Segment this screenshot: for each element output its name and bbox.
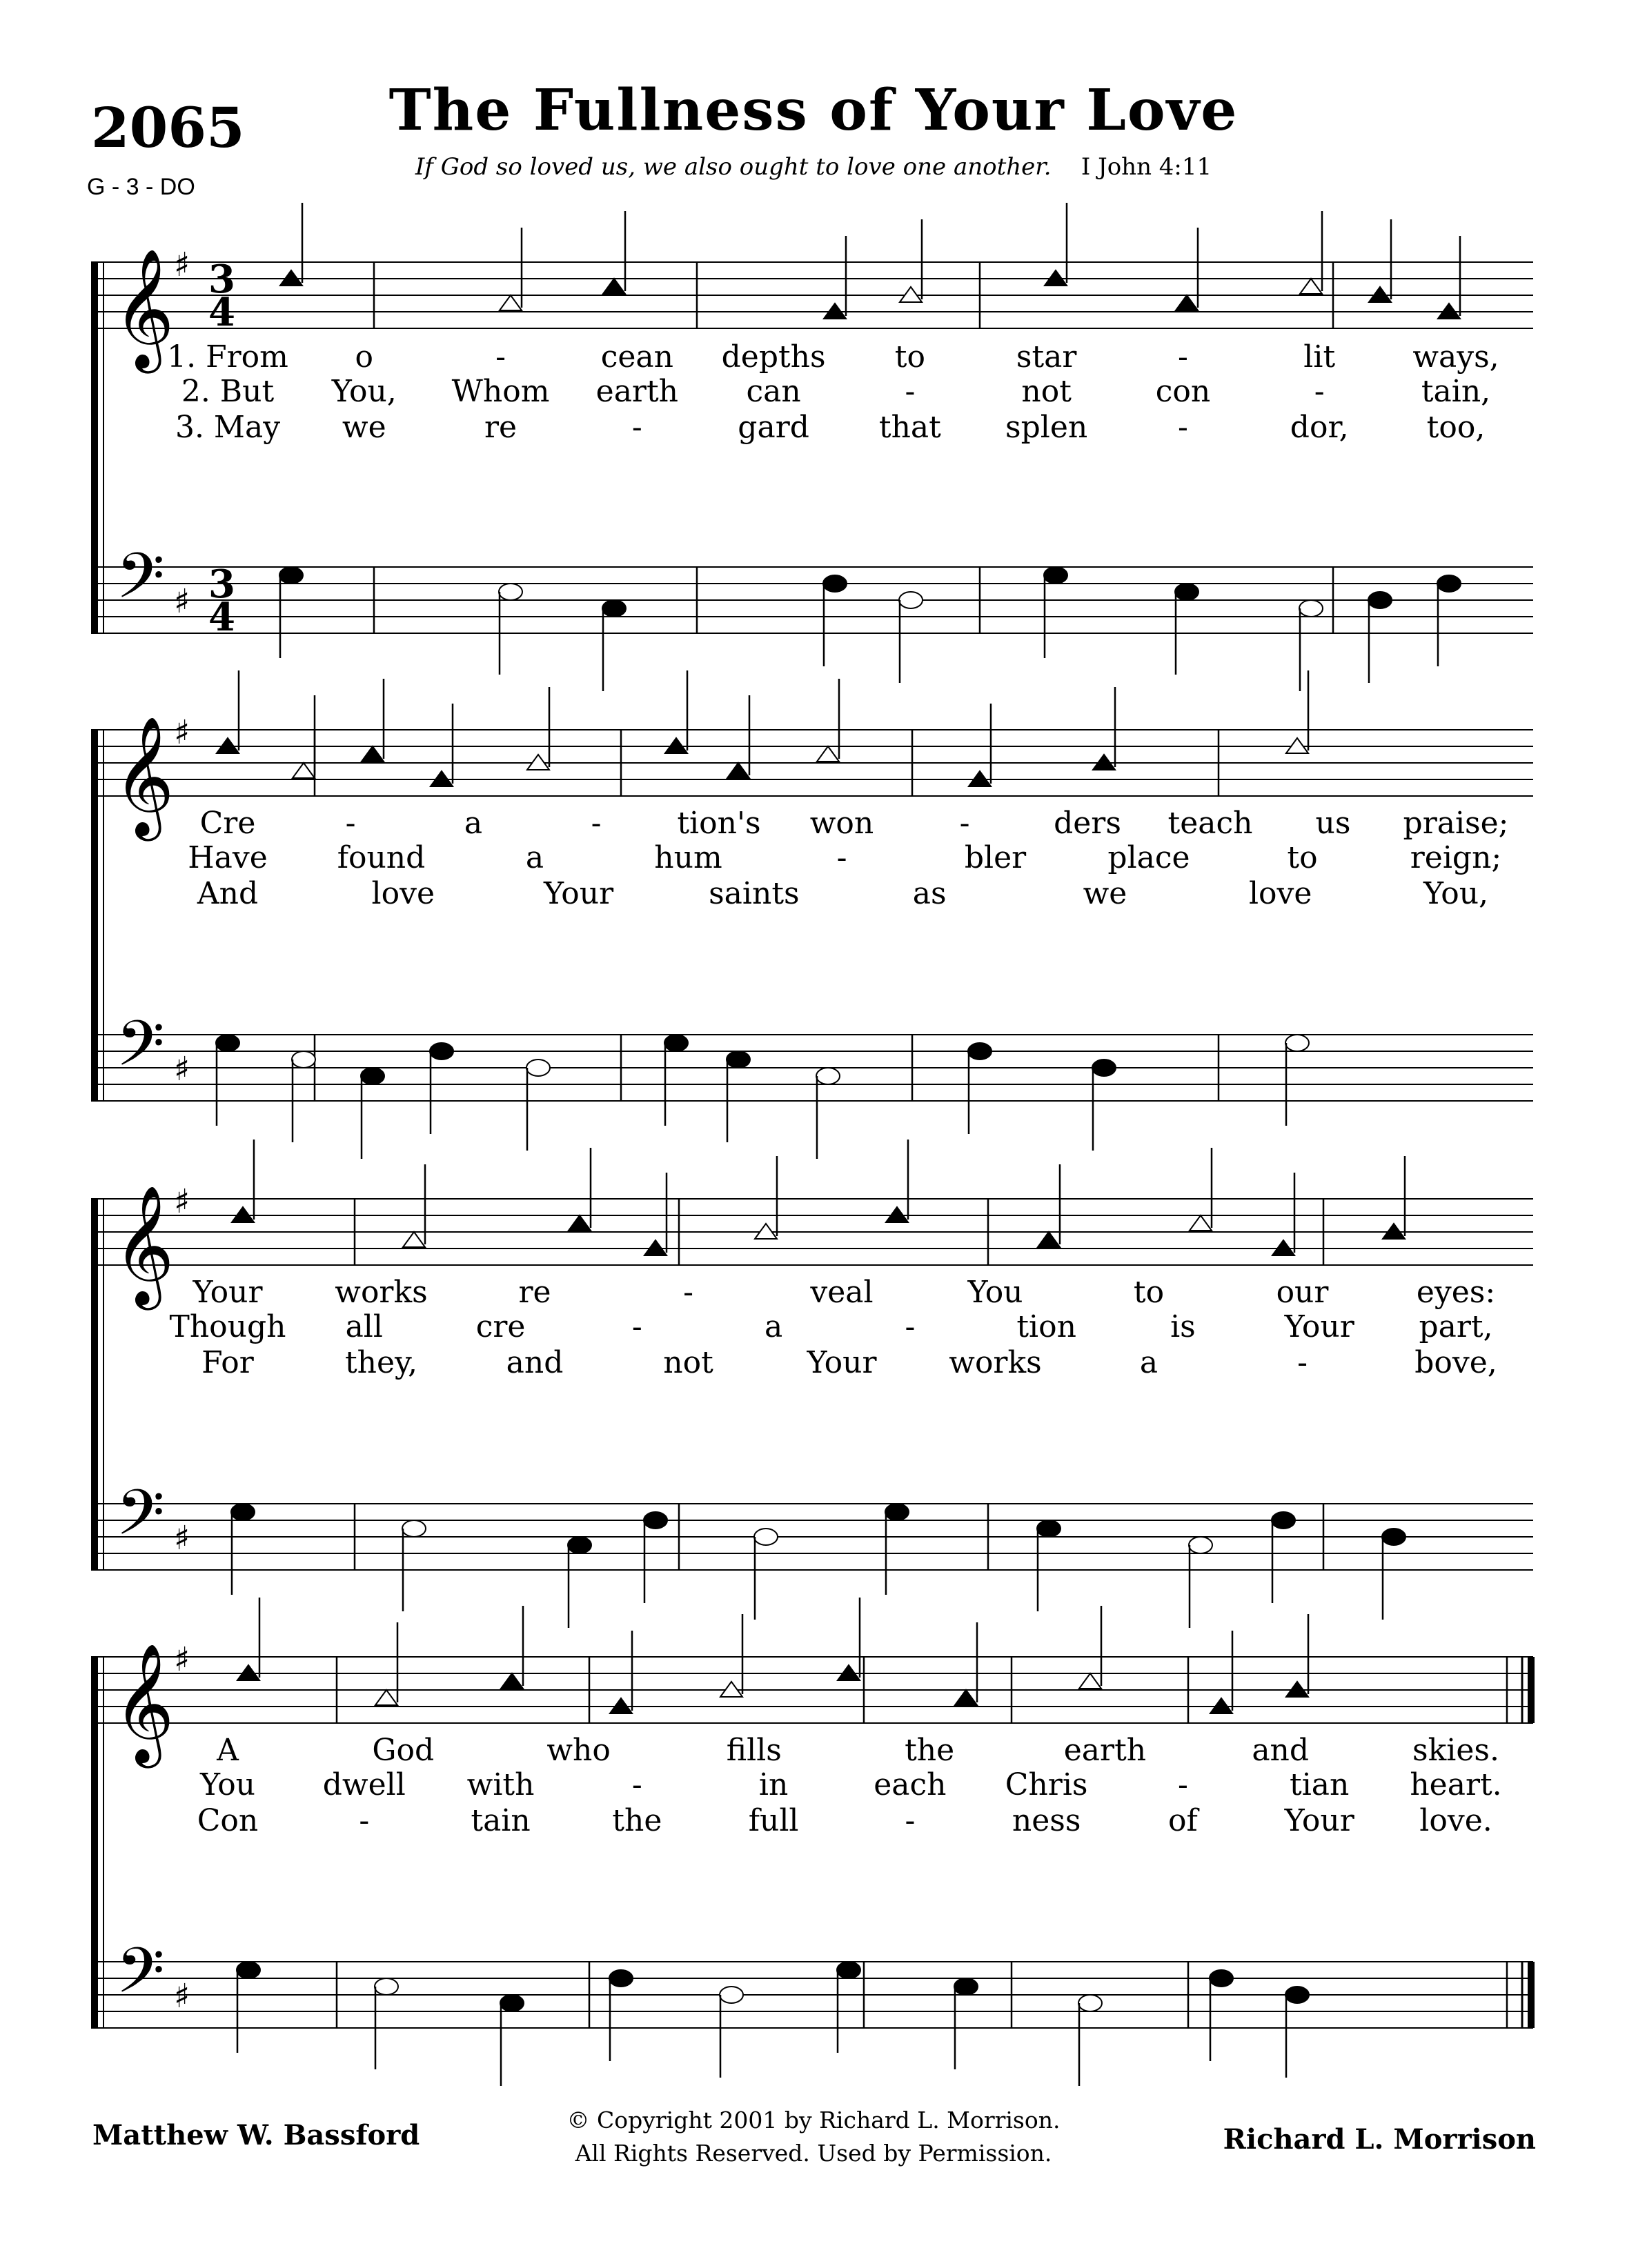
bass-note <box>231 1504 255 1520</box>
bass-note <box>1210 1970 1233 1987</box>
bass-note <box>1382 1529 1406 1545</box>
lyric-syllable: we <box>342 410 386 445</box>
lyric-syllable: gard <box>738 410 809 445</box>
words-credit: Matthew W. Bassford <box>92 2119 420 2151</box>
system-bracket <box>91 1657 98 2028</box>
bass-note <box>1437 575 1461 592</box>
lyric-syllable: You <box>967 1275 1023 1310</box>
lyric-syllable: Your <box>544 876 614 911</box>
sharp-icon: ♯ <box>174 1050 190 1088</box>
bass-note <box>526 1060 550 1076</box>
treble-shape-note <box>955 1690 977 1705</box>
lyric-syllable: For <box>201 1345 254 1380</box>
treble-clef-icon: 𝄞 <box>113 1185 175 1305</box>
lyric-syllable: Your <box>193 1275 263 1310</box>
lyric-syllable: eyes: <box>1416 1275 1496 1310</box>
lyric-syllable: cean <box>600 339 673 375</box>
lyric-syllable: - <box>359 1803 370 1838</box>
lyric-syllable: depths <box>721 339 826 375</box>
bass-note <box>823 575 847 592</box>
time-signature-numerator: 3 <box>208 257 235 302</box>
lyric-syllable: - <box>1178 1767 1188 1802</box>
lyric-syllable: re <box>484 410 517 445</box>
final-barline-thick <box>1528 1962 1535 2028</box>
lyric-syllable: Though <box>169 1309 286 1344</box>
lyric-syllable: they, <box>344 1345 418 1380</box>
bass-note <box>885 1504 909 1520</box>
system-bracket <box>91 262 98 633</box>
lyric-syllable: ways, <box>1412 339 1499 375</box>
lyric-syllable: part, <box>1419 1309 1493 1344</box>
lyric-syllable: all <box>345 1309 383 1344</box>
scripture-reference: I John 4:11 <box>1081 153 1212 181</box>
bass-clef-icon: 𝄢 <box>116 539 165 628</box>
bass-note <box>837 1962 860 1978</box>
bass-note <box>1078 1995 1102 2011</box>
lyric-syllable: Your <box>1284 1803 1354 1838</box>
lyric-syllable: who <box>546 1733 611 1768</box>
sharp-icon: ♯ <box>174 1640 190 1679</box>
lyric-syllable: - <box>905 1309 916 1344</box>
lyric-syllable: veal <box>810 1275 874 1310</box>
treble-shape-note <box>569 1215 591 1231</box>
bass-note <box>968 1043 992 1060</box>
lyric-syllable: - <box>1178 339 1188 375</box>
scripture-quote: If God so loved us, we also ought to love one another. <box>415 153 1052 181</box>
treble-shape-note <box>293 763 315 778</box>
lyric-syllable: lit <box>1303 339 1336 375</box>
bass-note <box>430 1043 453 1060</box>
bass-note <box>279 567 303 584</box>
lyric-syllable: You <box>199 1767 256 1802</box>
lyric-syllable: to <box>894 339 925 375</box>
lyric-syllable: as <box>912 876 947 911</box>
bass-note <box>1368 592 1392 608</box>
time-signature-denominator: 4 <box>208 595 235 640</box>
lyric-syllable: You, <box>1423 876 1489 911</box>
lyric-syllable: too, <box>1426 410 1486 445</box>
lyric-syllable: - <box>905 374 916 409</box>
bass-note <box>1175 584 1199 600</box>
bass-note <box>899 592 923 608</box>
bass-note <box>216 1035 239 1051</box>
lyric-syllable: each <box>874 1767 947 1802</box>
system-bracket <box>91 1199 98 1570</box>
treble-shape-note <box>375 1690 397 1705</box>
lyric-syllable: Have <box>188 840 268 875</box>
lyric-syllable: - <box>495 339 506 375</box>
bass-note <box>568 1537 591 1553</box>
lyric-syllable: tion <box>1016 1309 1076 1344</box>
meter-code: G - 3 - DO <box>87 174 195 200</box>
lyric-syllable: love <box>371 876 435 911</box>
lyric-syllable: teach <box>1167 806 1253 841</box>
lyric-syllable: con <box>1155 374 1211 409</box>
lyric-syllable: splen <box>1005 410 1088 445</box>
lyric-syllable: bler <box>964 840 1027 875</box>
lyric-syllable: the <box>905 1733 955 1768</box>
lyric-syllable: not <box>1021 374 1072 409</box>
bass-note <box>1299 600 1323 617</box>
treble-shape-note <box>1190 1215 1212 1231</box>
lyric-syllable: earth <box>595 374 678 409</box>
bass-clef-icon: 𝄢 <box>116 1934 165 2022</box>
lyric-syllable: Con <box>197 1803 259 1838</box>
bass-note <box>720 1987 743 2003</box>
lyric-syllable: 1. From <box>167 339 288 375</box>
lyric-syllable: we <box>1083 876 1127 911</box>
lyric-syllable: - <box>1314 374 1325 409</box>
bass-note <box>402 1520 426 1537</box>
lyric-syllable: tian <box>1290 1767 1350 1802</box>
lyric-syllable: saints <box>709 876 800 911</box>
lyric-syllable: a <box>764 1309 783 1344</box>
lyric-syllable: God <box>372 1733 435 1768</box>
lyric-syllable: - <box>905 1803 916 1838</box>
lyric-syllable: bove, <box>1414 1345 1497 1380</box>
bass-note <box>292 1051 315 1068</box>
bass-note <box>816 1068 840 1084</box>
lyric-syllable: - <box>836 840 847 875</box>
bass-note <box>361 1068 384 1084</box>
lyric-syllable: with <box>466 1767 535 1802</box>
lyric-syllable: - <box>345 806 356 841</box>
lyric-syllable: love <box>1248 876 1312 911</box>
lyric-syllable: a <box>525 840 544 875</box>
treble-shape-note <box>1176 295 1198 310</box>
lyric-syllable: ders <box>1054 806 1121 841</box>
lyric-syllable: our <box>1276 1275 1329 1310</box>
lyric-syllable: to <box>1133 1275 1165 1310</box>
bass-note <box>1285 1987 1309 2003</box>
bass-note <box>602 600 626 617</box>
lyric-syllable: and <box>506 1345 564 1380</box>
bass-clef-icon: 𝄢 <box>116 1476 165 1564</box>
sharp-icon: ♯ <box>174 582 190 621</box>
lyric-syllable: to <box>1287 840 1318 875</box>
bass-note <box>1272 1512 1295 1529</box>
lyric-syllable: that <box>878 410 941 445</box>
copyright-line-1: © Copyright 2001 by Richard L. Morrison. <box>566 2107 1061 2133</box>
treble-shape-note <box>603 279 625 294</box>
lyric-syllable: not <box>663 1345 713 1380</box>
bass-note <box>1092 1060 1116 1076</box>
lyric-syllable: - <box>631 1309 642 1344</box>
lyric-syllable: Whom <box>451 374 550 409</box>
bass-note <box>500 1995 524 2011</box>
lyric-syllable: earth <box>1063 1733 1147 1768</box>
lyric-syllable: love. <box>1419 1803 1492 1838</box>
lyric-syllable: us <box>1315 806 1351 841</box>
lyric-syllable: fills <box>726 1733 782 1768</box>
lyric-syllable: And <box>197 876 259 911</box>
lyric-syllable: - <box>631 410 642 445</box>
time-signature-denominator: 4 <box>208 290 235 335</box>
lyric-syllable: You, <box>331 374 397 409</box>
lyric-syllable: cre <box>475 1309 526 1344</box>
bass-note <box>1189 1537 1212 1553</box>
lyric-syllable: a <box>464 806 483 841</box>
treble-shape-note <box>727 763 749 778</box>
lyric-syllable: - <box>1297 1345 1308 1380</box>
lyric-syllable: - <box>1178 410 1188 445</box>
treble-shape-note <box>1038 1232 1060 1247</box>
bass-note <box>954 1978 978 1995</box>
treble-shape-note <box>500 295 522 310</box>
treble-shape-note <box>1300 279 1322 294</box>
lyric-syllable: of <box>1168 1803 1198 1838</box>
sharp-icon: ♯ <box>174 713 190 752</box>
time-signature-numerator: 3 <box>208 561 235 607</box>
lyric-syllable: - <box>631 1767 642 1802</box>
lyric-syllable: won <box>809 806 874 841</box>
final-barline-thick <box>1528 1657 1535 1723</box>
lyric-syllable: - <box>959 806 970 841</box>
lyric-syllable: tion's <box>677 806 761 841</box>
bass-clef-icon: 𝄢 <box>116 1007 165 1095</box>
bass-note <box>1037 1520 1061 1537</box>
lyric-syllable: Chris <box>1005 1767 1088 1802</box>
bass-note <box>609 1970 633 1987</box>
lyric-syllable: tain <box>471 1803 531 1838</box>
treble-shape-note <box>403 1232 425 1247</box>
lyric-syllable: reign; <box>1410 840 1502 875</box>
treble-clef-icon: 𝄞 <box>113 248 175 368</box>
lyric-syllable: works <box>335 1275 428 1310</box>
lyric-syllable: praise; <box>1403 806 1509 841</box>
lyric-syllable: re <box>518 1275 551 1310</box>
bass-note <box>664 1035 688 1051</box>
lyric-syllable: a <box>1139 1345 1158 1380</box>
sharp-icon: ♯ <box>174 1182 190 1221</box>
lyric-syllable: 2. But <box>181 374 275 409</box>
treble-shape-note <box>501 1673 523 1689</box>
sharp-icon: ♯ <box>174 1519 190 1558</box>
lyric-syllable: Cre <box>199 806 256 841</box>
bass-note <box>1044 567 1067 584</box>
lyric-syllable: tain, <box>1421 374 1491 409</box>
music-credit: Richard L. Morrison <box>1223 2123 1536 2156</box>
lyric-syllable: works <box>949 1345 1042 1380</box>
lyric-syllable: the <box>612 1803 662 1838</box>
lyric-syllable: dwell <box>322 1767 406 1802</box>
lyric-syllable: o <box>355 339 374 375</box>
system-bracket <box>91 730 98 1101</box>
treble-shape-note <box>362 746 384 762</box>
lyric-syllable: is <box>1170 1309 1196 1344</box>
lyric-syllable: can <box>746 374 801 409</box>
lyric-syllable: Your <box>807 1345 877 1380</box>
sharp-icon: ♯ <box>174 1977 190 2016</box>
lyric-syllable: found <box>337 840 426 875</box>
treble-shape-note <box>1079 1673 1101 1689</box>
bass-note <box>499 584 522 600</box>
hymn-title: The Fullness of Your Love <box>388 77 1239 143</box>
lyric-syllable: full <box>748 1803 799 1838</box>
lyric-syllable: dor, <box>1290 410 1349 445</box>
bass-note <box>375 1978 398 1995</box>
copyright-line-2: All Rights Reserved. Used by Permission. <box>575 2140 1052 2167</box>
treble-clef-icon: 𝄞 <box>113 716 175 836</box>
lyric-syllable: skies. <box>1412 1733 1499 1768</box>
lyric-syllable: hum <box>654 840 722 875</box>
treble-shape-note <box>817 746 839 762</box>
lyric-syllable: ness <box>1012 1803 1081 1838</box>
bass-note <box>727 1051 750 1068</box>
lyric-syllable: place <box>1107 840 1190 875</box>
bass-note <box>1285 1035 1309 1051</box>
lyric-syllable: - <box>591 806 602 841</box>
lyric-syllable: heart. <box>1410 1767 1502 1802</box>
bass-note <box>237 1962 260 1978</box>
bass-note <box>754 1529 778 1545</box>
lyric-syllable: star <box>1016 339 1077 375</box>
lyric-syllable: A <box>217 1733 239 1768</box>
lyric-syllable: and <box>1252 1733 1310 1768</box>
lyric-syllable: in <box>758 1767 789 1802</box>
lyric-syllable: 3. May <box>175 410 281 445</box>
bass-note <box>644 1512 667 1529</box>
hymn-number: 2065 <box>91 95 245 160</box>
lyric-syllable: - <box>683 1275 693 1310</box>
sharp-icon: ♯ <box>174 246 190 284</box>
treble-clef-icon: 𝄞 <box>113 1643 175 1763</box>
lyric-syllable: Your <box>1284 1309 1354 1344</box>
